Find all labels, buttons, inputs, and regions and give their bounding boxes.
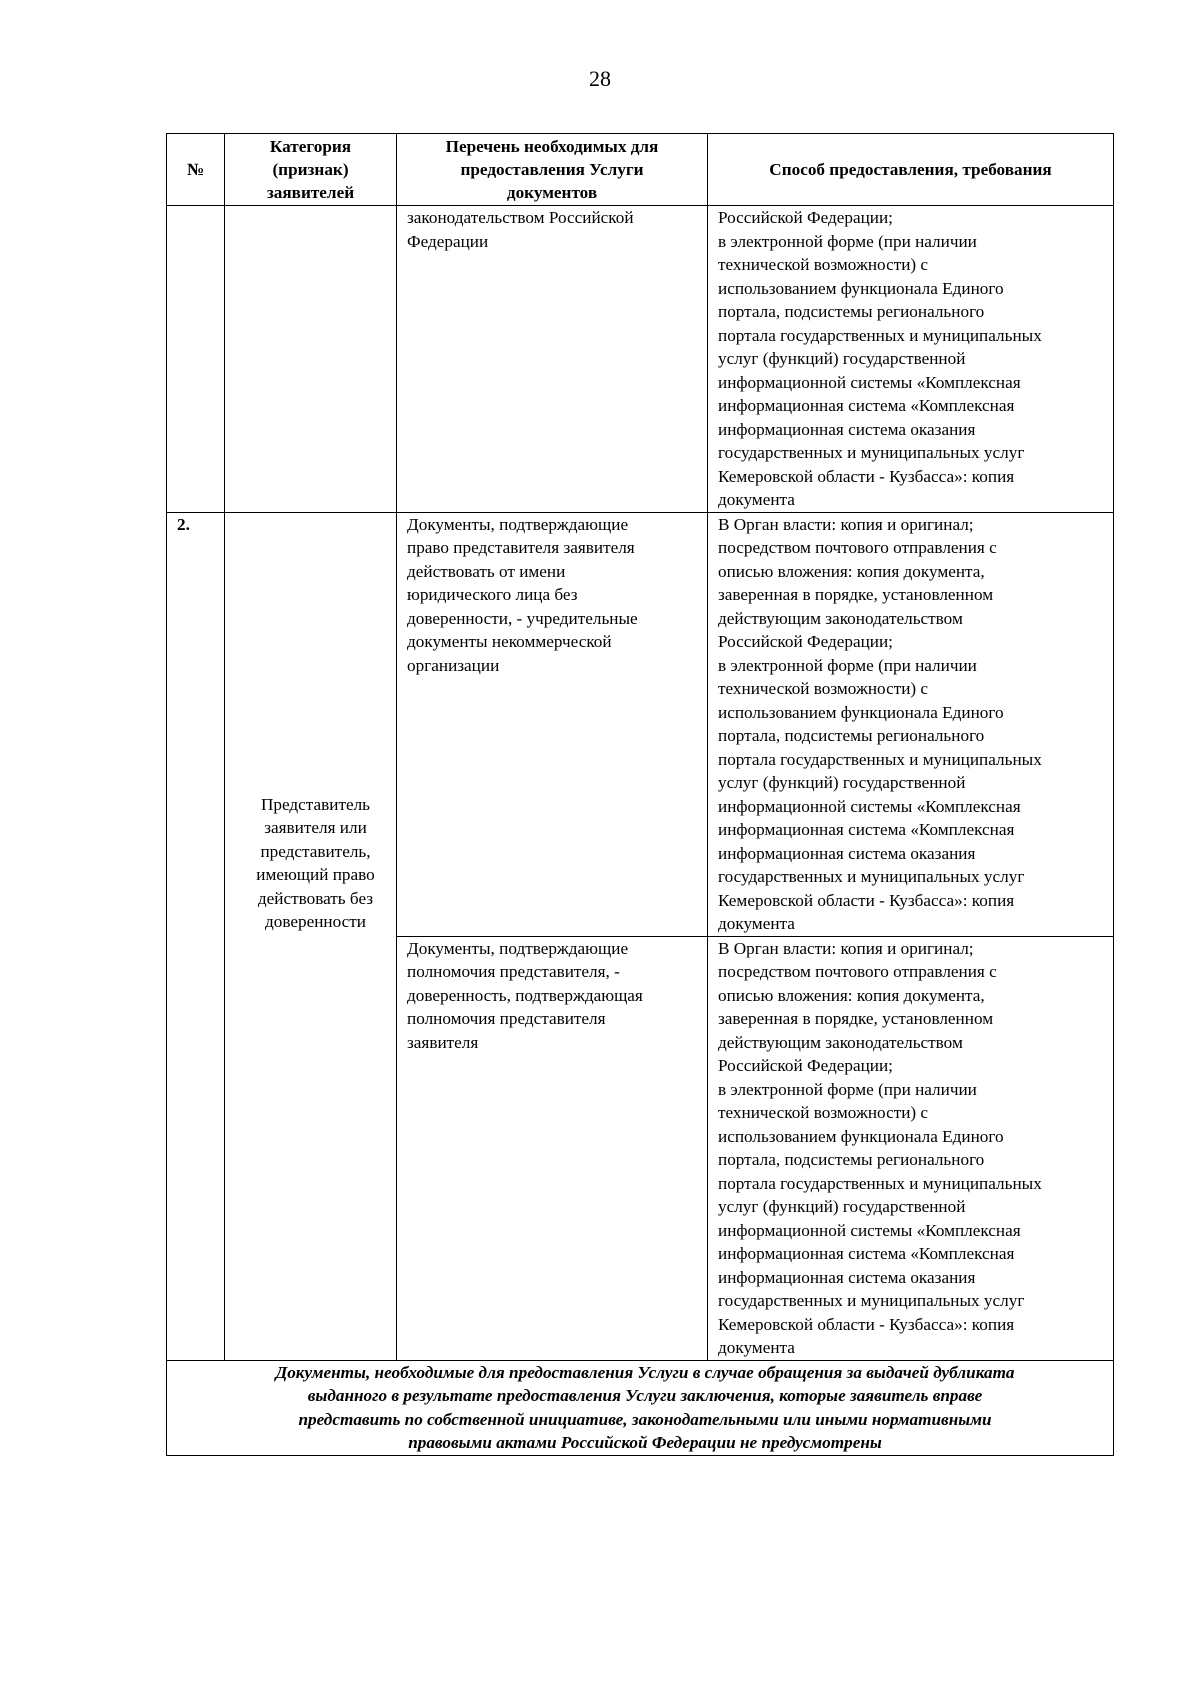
text-line: Категория bbox=[269, 137, 352, 156]
text-line: имеющий право bbox=[256, 865, 375, 884]
method-cell-1 bbox=[708, 512, 1114, 936]
text-line: использованием функционала Единого bbox=[718, 702, 1004, 722]
text-line: заявителей bbox=[266, 183, 355, 202]
text-line: информационная система оказания bbox=[718, 843, 976, 863]
document-cell-2 bbox=[397, 936, 708, 1360]
text-line: действовать без bbox=[257, 888, 374, 908]
text-line: государственных и муниципальных услуг bbox=[718, 1291, 1025, 1310]
text-line: Российской Федерации; bbox=[718, 1056, 893, 1075]
text-line: действующим законодательством bbox=[718, 608, 963, 628]
text-line: портала, подсистемы регионального bbox=[718, 726, 985, 745]
text-line: правовыми актами Российской Федерации не предусмотрены bbox=[408, 1433, 882, 1452]
text-line: право представителя заявителя bbox=[407, 538, 635, 557]
text-line: Документы, подтверждающие bbox=[407, 514, 629, 534]
text-line: документа bbox=[718, 490, 795, 509]
text-line: Кемеровской области - Кузбасса»: копия bbox=[718, 1314, 1015, 1334]
continuation-document-cell bbox=[397, 206, 708, 513]
text-line: услуг (функций) государственной bbox=[718, 349, 966, 368]
header-category bbox=[225, 134, 397, 206]
text-line: использованием функционала Единого bbox=[718, 278, 1004, 298]
text-line: представитель, bbox=[260, 841, 371, 861]
table-footer-row bbox=[167, 1360, 1114, 1455]
text-line: портала государственных и муниципальных bbox=[718, 1173, 1042, 1193]
text-line: портала, подсистемы регионального bbox=[718, 1150, 985, 1169]
text-line: информационная система «Комплексная bbox=[718, 820, 1015, 839]
text-line: описью вложения: копия документа, bbox=[718, 985, 985, 1005]
text-line: В Орган власти: копия и оригинал; bbox=[718, 938, 974, 958]
text-line: действовать от имени bbox=[407, 561, 566, 581]
text-line: Представитель bbox=[261, 794, 370, 814]
category-text bbox=[235, 793, 396, 934]
text-line: услуг (функций) государственной bbox=[718, 1197, 966, 1216]
text-line: предоставления Услуги bbox=[460, 160, 644, 179]
text-line: выданного в результате предоставления Услуги заключения, которые заявитель вправе bbox=[307, 1386, 983, 1405]
text-line: информационная система «Комплексная bbox=[718, 1244, 1015, 1263]
text-line: полномочия представителя, - bbox=[407, 962, 620, 981]
document-cell-1 bbox=[397, 512, 708, 936]
text-line: Кемеровской области - Кузбасса»: копия bbox=[718, 466, 1015, 486]
text-line: описью вложения: копия документа, bbox=[718, 561, 985, 581]
text-line: юридического лица без bbox=[407, 585, 578, 604]
row-number: 2. bbox=[167, 512, 225, 1360]
text-line: заявителя или bbox=[264, 818, 367, 837]
text-line: документы некоммерческой bbox=[407, 632, 612, 651]
text-line: государственных и муниципальных услуг bbox=[718, 443, 1025, 462]
documents-table bbox=[166, 133, 1114, 1456]
text-line: в электронной форме (при наличии bbox=[718, 231, 977, 251]
header-documents bbox=[397, 134, 708, 206]
method-cell-2 bbox=[708, 936, 1114, 1360]
text-line: действующим законодательством bbox=[718, 1032, 963, 1052]
text-line: доверенности bbox=[265, 912, 366, 931]
text-line: технической возможности) с bbox=[718, 679, 929, 698]
text-line: технической возможности) с bbox=[718, 1103, 929, 1122]
text-line: информационная система оказания bbox=[718, 419, 976, 439]
text-line: заверенная в порядке, установленном bbox=[718, 1009, 994, 1028]
text-line: портала, подсистемы регионального bbox=[718, 302, 985, 321]
text-line: информационная система «Комплексная bbox=[718, 396, 1015, 415]
text-line: заверенная в порядке, установленном bbox=[718, 585, 994, 604]
header-method: Способ предоставления, требования bbox=[708, 134, 1114, 206]
text-line: портала государственных и муниципальных bbox=[718, 749, 1042, 769]
category-cell bbox=[225, 512, 397, 1360]
text-line: полномочия представителя bbox=[407, 1009, 606, 1028]
text-line: (признак) bbox=[272, 160, 349, 179]
text-line: Документы, подтверждающие bbox=[407, 938, 629, 958]
text-line: портала государственных и муниципальных bbox=[718, 325, 1042, 345]
text-line: Кемеровской области - Кузбасса»: копия bbox=[718, 890, 1015, 910]
text-line: использованием функционала Единого bbox=[718, 1126, 1004, 1146]
text-line: заявителя bbox=[407, 1032, 479, 1052]
text-line: документа bbox=[718, 914, 795, 933]
text-line: информационная система оказания bbox=[718, 1267, 976, 1287]
text-line: в электронной форме (при наличии bbox=[718, 655, 977, 675]
text-line: Документы, необходимые для предоставления Услуги в случае обращения за выдачей дубликата bbox=[275, 1362, 1015, 1382]
text-line: услуг (функций) государственной bbox=[718, 773, 966, 792]
table-header-row bbox=[167, 134, 1114, 206]
header-num: № bbox=[167, 134, 225, 206]
text-line: Федерации bbox=[407, 231, 489, 251]
table-row-continuation bbox=[167, 206, 1114, 513]
continuation-category-cell bbox=[225, 206, 397, 513]
text-line: Российской Федерации; bbox=[718, 632, 893, 651]
text-line: документов bbox=[506, 183, 598, 202]
continuation-num-cell bbox=[167, 206, 225, 513]
text-line: государственных и муниципальных услуг bbox=[718, 867, 1025, 886]
text-line: доверенность, подтверждающая bbox=[407, 985, 643, 1005]
page-number: 28 bbox=[589, 66, 611, 91]
text-line: законодательством Российской bbox=[407, 208, 634, 227]
text-line: посредством почтового отправления с bbox=[718, 962, 997, 981]
footer-note bbox=[167, 1360, 1114, 1455]
text-line: технической возможности) с bbox=[718, 255, 929, 274]
text-line: информационной системы «Комплексная bbox=[718, 796, 1021, 816]
text-line: В Орган власти: копия и оригинал; bbox=[718, 514, 974, 534]
text-line: организации bbox=[407, 655, 500, 675]
text-line: Перечень необходимых для bbox=[445, 137, 659, 156]
text-line: Российской Федерации; bbox=[718, 208, 893, 227]
table-row-2a bbox=[167, 512, 1114, 936]
text-line: информационной системы «Комплексная bbox=[718, 1220, 1021, 1240]
text-line: информационной системы «Комплексная bbox=[718, 372, 1021, 392]
continuation-method-cell bbox=[708, 206, 1114, 513]
text-line: в электронной форме (при наличии bbox=[718, 1079, 977, 1099]
text-line: документа bbox=[718, 1338, 795, 1357]
text-line: представить по собственной инициативе, законодательными или иными нормативными bbox=[298, 1409, 992, 1429]
text-line: доверенности, - учредительные bbox=[407, 608, 638, 628]
text-line: посредством почтового отправления с bbox=[718, 538, 997, 557]
